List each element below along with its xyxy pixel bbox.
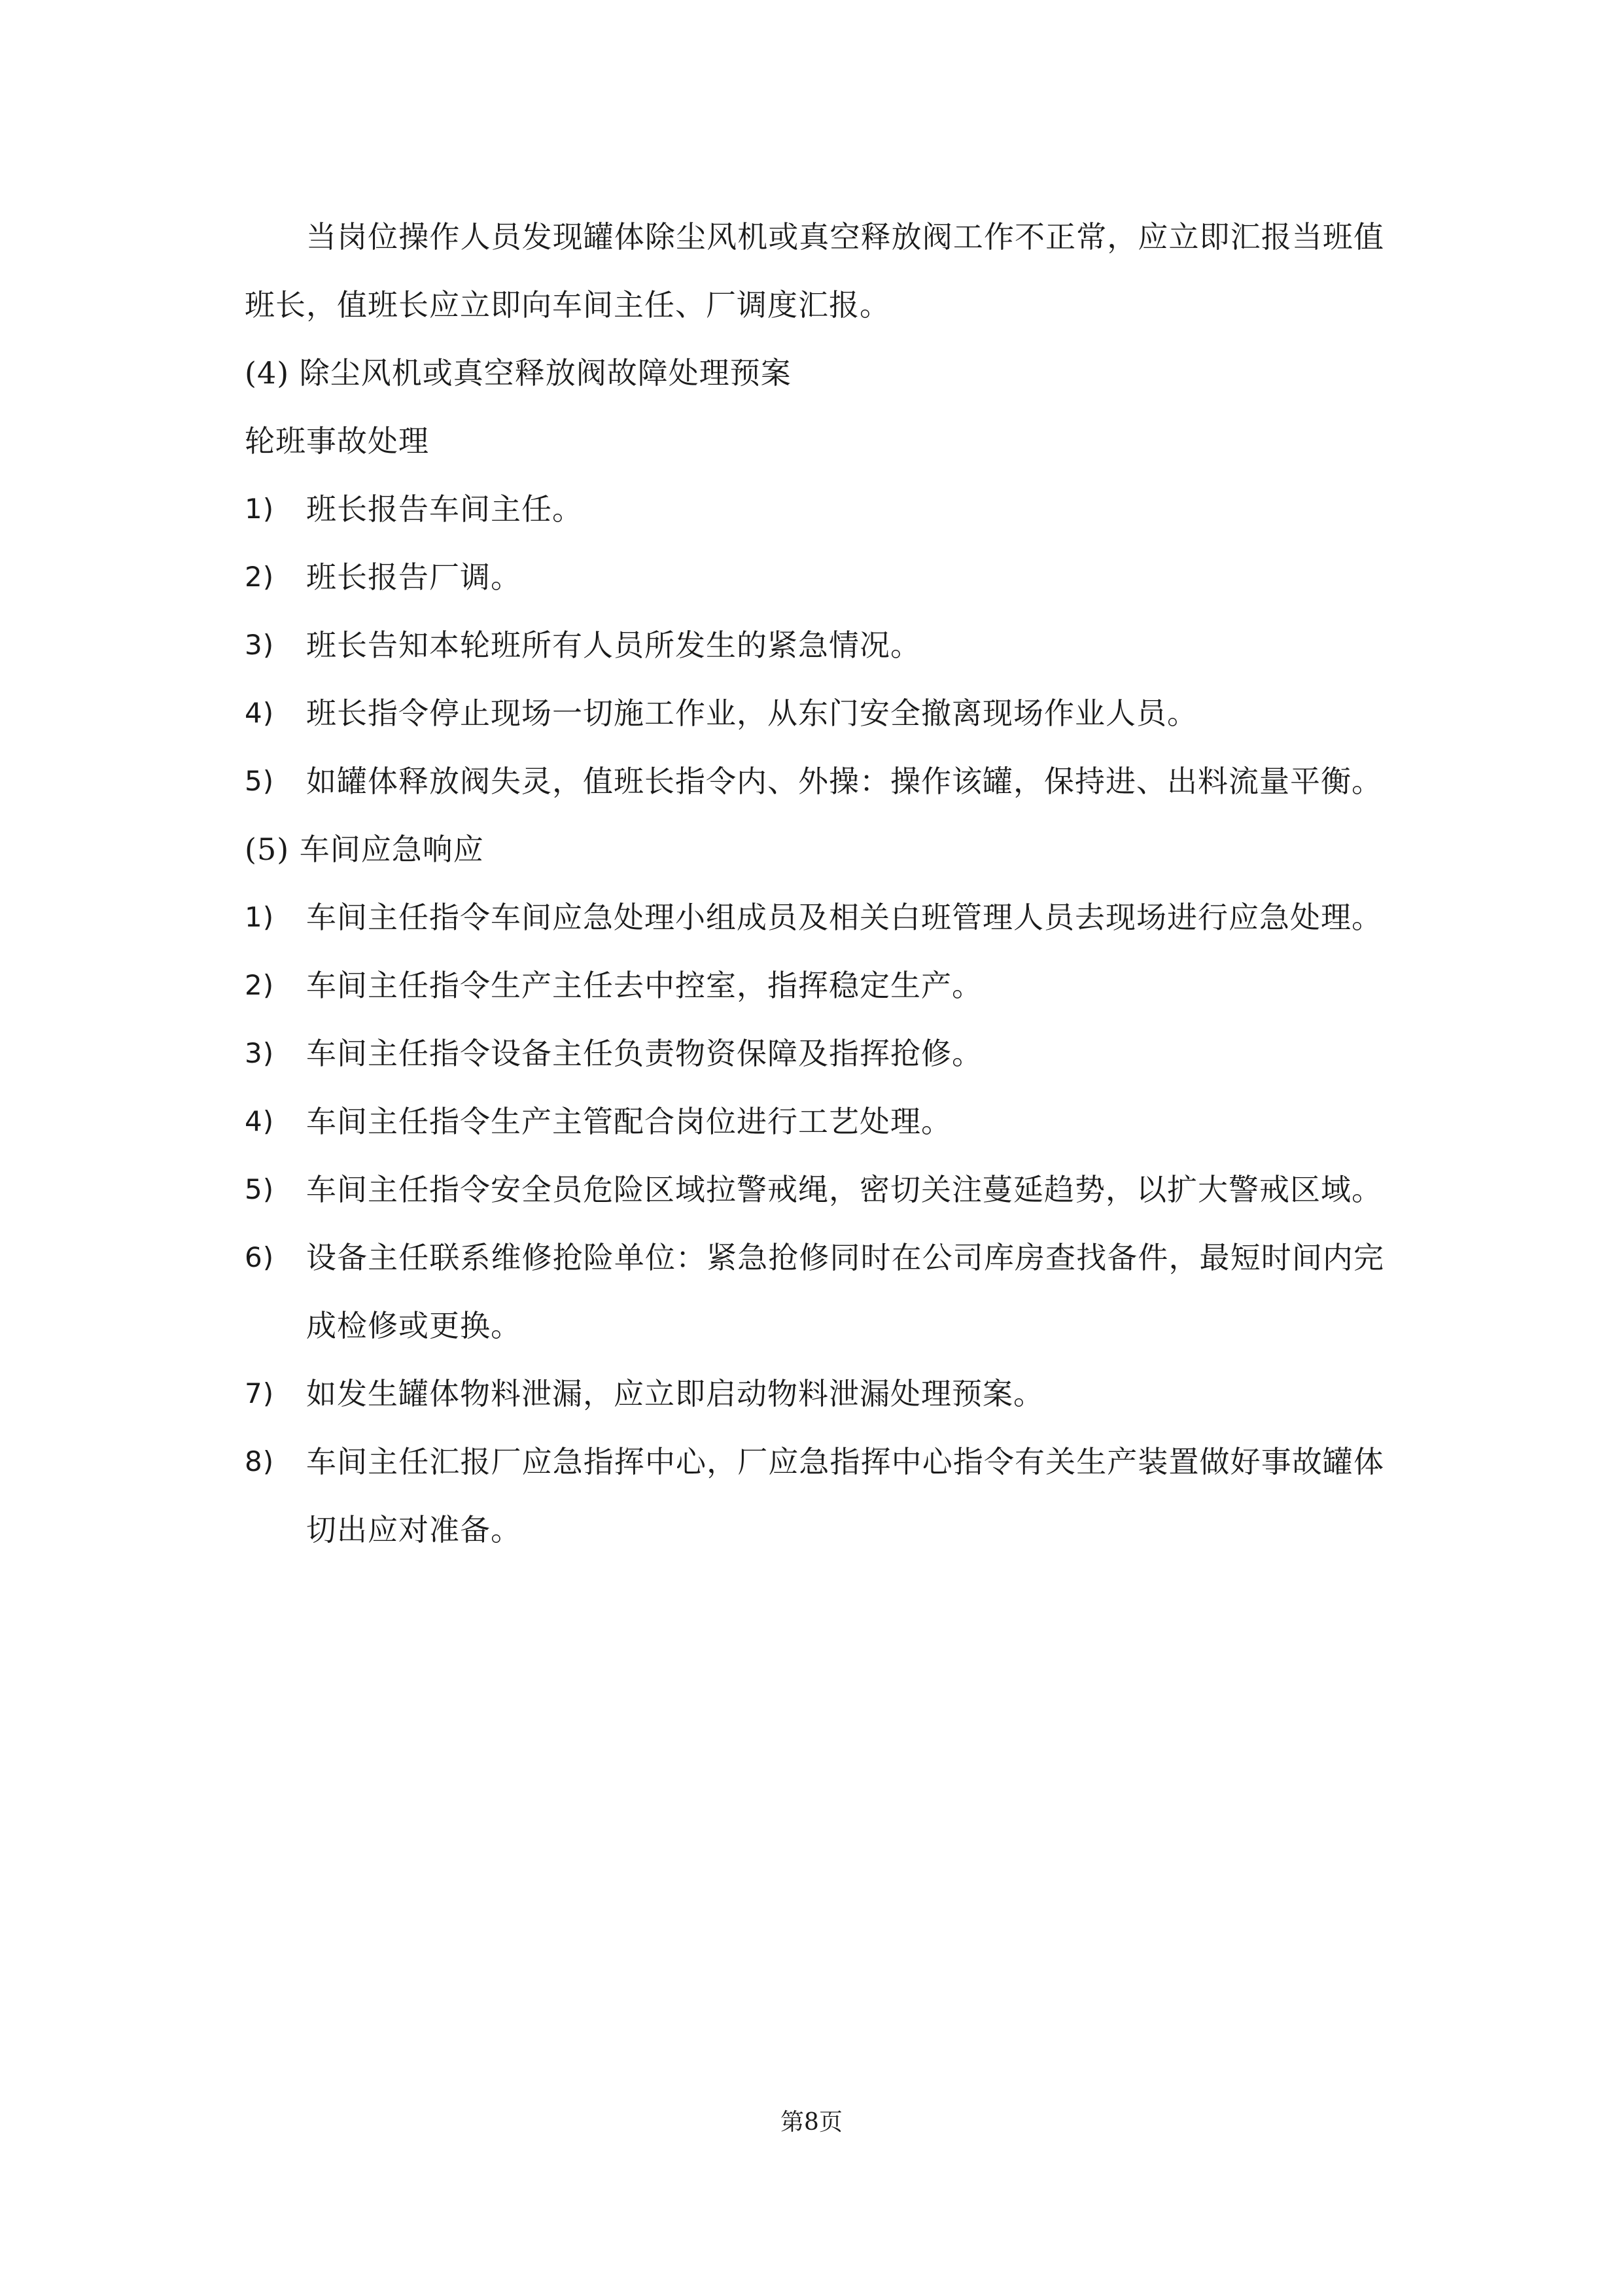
list-item-number: 6) xyxy=(245,1241,275,1273)
list-item xyxy=(245,1360,1384,1428)
list-item-number: 8) xyxy=(245,1445,275,1477)
list-item-text: 车间主任指令生产主管配合岗位进行工艺处理。 xyxy=(306,1104,952,1139)
list-item-text: 设备主任联系维修抢险单位：紧急抢修同时在公司库房查找备件，最短时间内完成检修或更换。 xyxy=(306,1240,1384,1343)
list-item xyxy=(245,1428,1384,1564)
list-item xyxy=(245,1156,1384,1224)
list-item-number: 4) xyxy=(245,1105,275,1137)
list-item xyxy=(245,475,1384,543)
list-item-number: 2) xyxy=(245,561,275,593)
list-item-number: 2) xyxy=(245,969,275,1001)
list-item xyxy=(245,1224,1384,1360)
list-item-text: 车间主任指令安全员危险区域拉警戒绳，密切关注蔓延趋势，以扩大警戒区域。 xyxy=(306,1172,1382,1207)
list-item-number: 5) xyxy=(245,765,275,797)
list-item xyxy=(245,679,1384,747)
section-4-list xyxy=(245,475,1384,815)
list-item-number: 3) xyxy=(245,1037,275,1069)
section-5-list xyxy=(245,883,1384,1564)
list-item-number: 3) xyxy=(245,629,275,661)
list-item xyxy=(245,1087,1384,1156)
list-item-number: 1) xyxy=(245,493,275,525)
list-item-number: 1) xyxy=(245,901,275,933)
list-item-text: 如罐体释放阀失灵，值班长指令内、外操：操作该罐，保持进、出料流量平衡。 xyxy=(306,764,1382,799)
intro-paragraph: 当岗位操作人员发现罐体除尘风机或真空释放阀工作不正常，应立即汇报当班值班长，值班长应立即向车间主任、厂调度汇报。 xyxy=(245,219,1384,323)
page-content xyxy=(245,203,1384,1564)
page-number: 第8页 xyxy=(780,2109,843,2136)
list-item-text: 班长报告车间主任。 xyxy=(306,491,583,527)
list-item-text: 班长告知本轮班所有人员所发生的紧急情况。 xyxy=(306,627,921,663)
list-item-text: 车间主任指令设备主任负责物资保障及指挥抢修。 xyxy=(306,1036,983,1071)
list-item xyxy=(245,747,1384,815)
list-item xyxy=(245,543,1384,611)
list-item xyxy=(245,951,1384,1019)
list-item-text: 车间主任汇报厂应急指挥中心，厂应急指挥中心指令有关生产装置做好事故罐体切出应对准备。 xyxy=(306,1444,1384,1547)
list-item-number: 7) xyxy=(245,1377,275,1409)
list-item-text: 车间主任指令生产主任去中控室，指挥稳定生产。 xyxy=(306,968,983,1003)
list-item-number: 5) xyxy=(245,1173,275,1205)
list-item-text: 班长指令停止现场一切施工作业，从东门安全撤离现场作业人员。 xyxy=(306,696,1198,731)
list-item xyxy=(245,611,1384,679)
section-4-subheading: 轮班事故处理 xyxy=(245,423,429,459)
list-item xyxy=(245,883,1384,951)
section-4-heading: (4) 除尘风机或真空释放阀故障处理预案 xyxy=(245,355,792,391)
section-5-heading: (5) 车间应急响应 xyxy=(245,832,484,867)
list-item xyxy=(245,1019,1384,1087)
list-item-number: 4) xyxy=(245,697,275,729)
list-item-text: 车间主任指令车间应急处理小组成员及相关白班管理人员去现场进行应急处理。 xyxy=(306,900,1382,935)
list-item-text: 如发生罐体物料泄漏，应立即启动物料泄漏处理预案。 xyxy=(306,1376,1044,1411)
list-item-text: 班长报告厂调。 xyxy=(306,559,521,595)
